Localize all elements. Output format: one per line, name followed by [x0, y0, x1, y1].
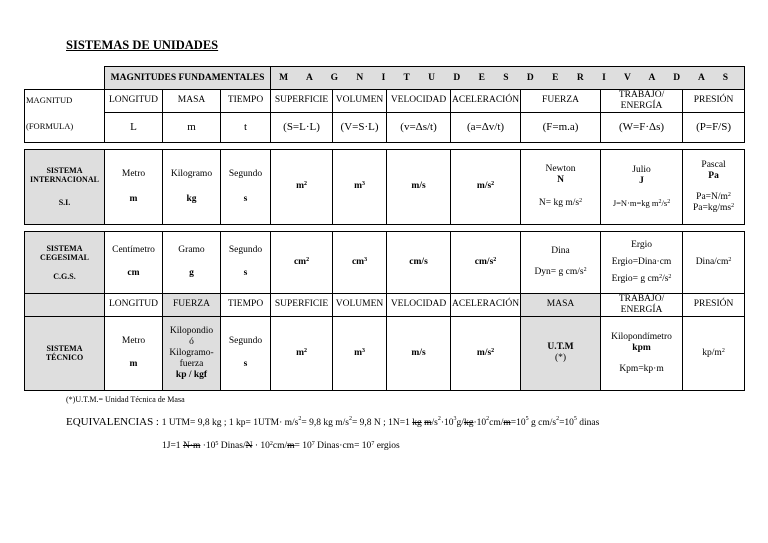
col-fuerza: FUERZA	[521, 90, 601, 113]
group-header-row	[25, 67, 745, 90]
tec-col-longitud: LONGITUD	[105, 293, 163, 316]
formula-longitud: L	[105, 112, 163, 142]
derivadas-header: M A G N I T U D E S D E R I V A D A S	[271, 67, 745, 90]
col-velocidad: VELOCIDAD	[387, 90, 451, 113]
cgs-tiempo: Segundo s	[221, 231, 271, 293]
si-tiempo: Segundo s	[221, 149, 271, 224]
col-masa: MASA	[163, 90, 221, 113]
si-aceleracion: $m/s^2$	[451, 149, 521, 224]
tecnico-row	[25, 316, 745, 390]
si-masa: Kilogramo kg	[163, 149, 221, 224]
si-row	[25, 149, 745, 224]
tec-col-presion: PRESIÓN	[683, 293, 745, 316]
tec-system-name: SISTEMA TÉCNICO	[25, 316, 105, 390]
si-system-name: SISTEMA INTERNACIONAL S.I.	[25, 149, 105, 224]
tec-tiempo: Segundo s	[221, 316, 271, 390]
magnitud-label: MAGNITUD	[25, 90, 105, 113]
tec-superficie: $m^2$	[271, 316, 333, 390]
cgs-volumen: $cm^3$	[333, 231, 387, 293]
cgs-masa: Gramo g	[163, 231, 221, 293]
tec-aceleracion: $m/s^2$	[451, 316, 521, 390]
col-tiempo: TIEMPO	[221, 90, 271, 113]
formula-tiempo: t	[221, 112, 271, 142]
si-fuerza: Newton N N= kg $m/s^2$	[521, 149, 601, 224]
tec-fuerza: Kilopondio ó Kilogramo- fuerza kp / kgf	[163, 316, 221, 390]
formula-row	[25, 112, 745, 142]
tec-volumen: $m^3$	[333, 316, 387, 390]
units-table	[24, 66, 745, 391]
magnitud-row	[25, 90, 745, 113]
fundamentales-header: MAGNITUDES FUNDAMENTALES	[105, 67, 271, 90]
si-volumen: $m^3$	[333, 149, 387, 224]
footnote: (*)U.T.M.= Unidad Técnica de Masa	[66, 395, 185, 404]
tec-presion: $kp/m^2$	[683, 316, 745, 390]
formula-volumen: (V=S·L)	[333, 112, 387, 142]
col-presion: PRESIÓN	[683, 90, 745, 113]
formula-fuerza: (F=m.a)	[521, 112, 601, 142]
si-superficie: $m^2$	[271, 149, 333, 224]
formula-aceleracion: (a=Δv/t)	[451, 112, 521, 142]
equivalencias-line: EQUIVALENCIAS : 1 UTM= 9,8 kg ; 1 $kp= 1UTM\cdot m/s^2= 9,8$ kg $m/s^2= 9,8$ N ; 1N=1 kg $m/s^2\cdot 10^3g/kg\cdot 10^2cm/m=10^5$ g $cm/s^2=10^5$ dinas	[66, 416, 600, 428]
tec-masa: U.T.M (*)	[521, 316, 601, 390]
si-longitud: Metro m	[105, 149, 163, 224]
tec-velocidad: m/s	[387, 316, 451, 390]
formula-masa: m	[163, 112, 221, 142]
tec-longitud: Metro m	[105, 316, 163, 390]
si-velocidad: m/s	[387, 149, 451, 224]
col-longitud: LONGITUD	[105, 90, 163, 113]
col-aceleracion: ACELERACIÓN	[451, 90, 521, 113]
col-trabajo: TRABAJO/ ENERGÍA	[601, 90, 683, 113]
tec-col-volumen: VOLUMEN	[333, 293, 387, 316]
cgs-system-name: SISTEMA CEGESIMAL C.G.S.	[25, 231, 105, 293]
cgs-velocidad: cm/s	[387, 231, 451, 293]
tec-col-superficie: SUPERFICIE	[271, 293, 333, 316]
formula-presion: (P=F/S)	[683, 112, 745, 142]
tec-col-velocidad: VELOCIDAD	[387, 293, 451, 316]
tec-col-masa: MASA	[521, 293, 601, 316]
formula-superficie: (S=L·L)	[271, 112, 333, 142]
formula-trabajo: (W=F·Δs)	[601, 112, 683, 142]
col-superficie: SUPERFICIE	[271, 90, 333, 113]
joule-equivalence-line: 1J=1 $N\cdot m \cdot 10^5$ Dinas/N · $10^2cm/m= 10^7$ Dinas·cm= $10^7$ ergios	[162, 441, 400, 451]
col-volumen: VOLUMEN	[333, 90, 387, 113]
tecnico-header-row	[25, 293, 745, 316]
tec-col-tiempo: TIEMPO	[221, 293, 271, 316]
cgs-presion: Dina/$cm^2$	[683, 231, 745, 293]
tec-col-fuerza: FUERZA	[163, 293, 221, 316]
si-presion: Pascal Pa $Pa=N/m^2$ $Pa=kg/ms^2$	[683, 149, 745, 224]
formula-velocidad: (v=Δs/t)	[387, 112, 451, 142]
cgs-fuerza: Dina Dyn= g $cm/s^2$	[521, 231, 601, 293]
cgs-superficie: $cm^2$	[271, 231, 333, 293]
cgs-trabajo: Ergio Ergio=Dina·cm Ergio= g $cm^2/s^2$	[601, 231, 683, 293]
tec-trabajo: Kilopondímetro kpm Kpm=kp·m	[601, 316, 683, 390]
cgs-longitud: Centímetro cm	[105, 231, 163, 293]
tec-col-aceleracion: ACELERACIÓN	[451, 293, 521, 316]
formula-label: (FORMULA)	[25, 112, 105, 142]
cgs-aceleracion: $cm/s^2$	[451, 231, 521, 293]
si-trabajo: Julio J J=N·m=kg $m^2/s^2$	[601, 149, 683, 224]
tec-col-trabajo: TRABAJO/ ENERGÍA	[601, 293, 683, 316]
page-title: SISTEMAS DE UNIDADES	[66, 38, 219, 52]
cgs-row	[25, 231, 745, 293]
